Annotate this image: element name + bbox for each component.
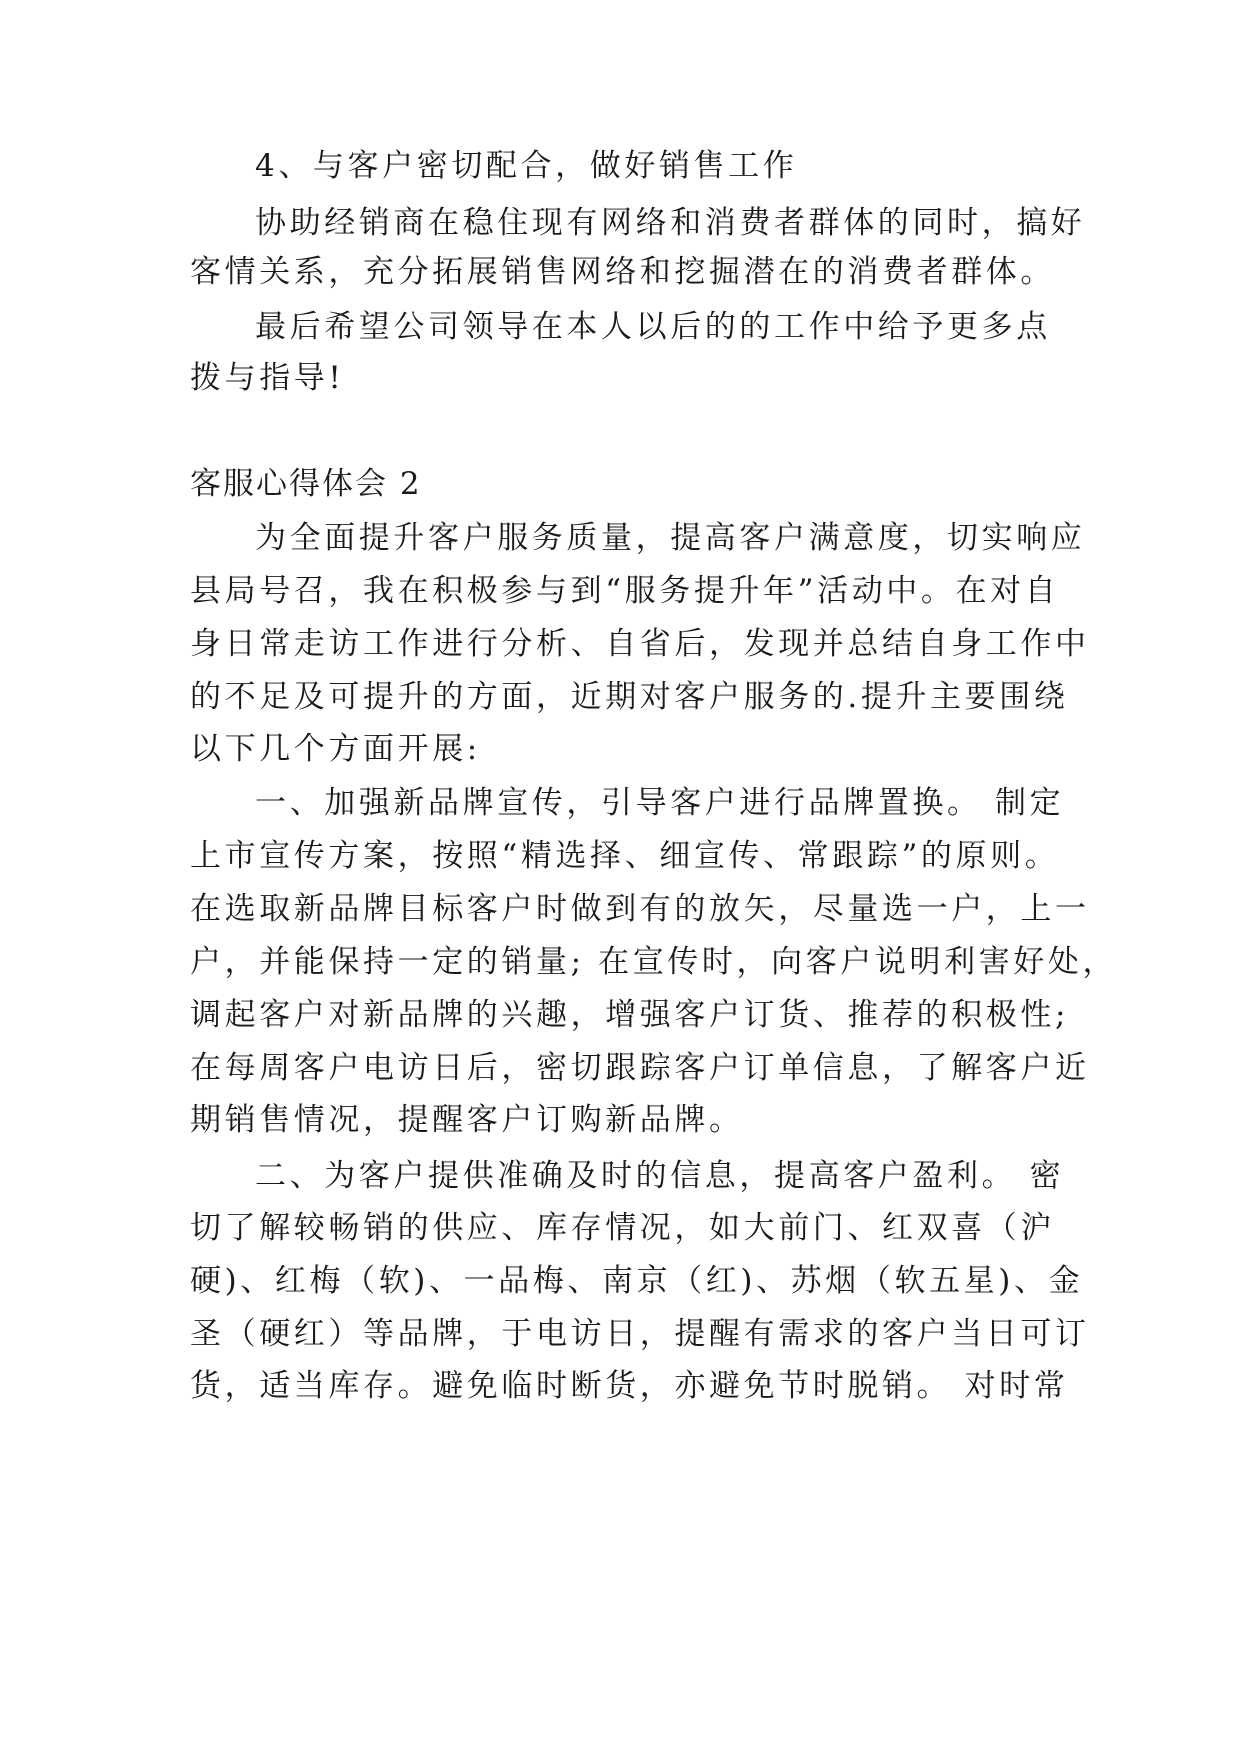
intro-line: 身日常走访工作进行分析、自省后，发现并总结自身工作中 bbox=[190, 626, 1090, 662]
point-1-line: 上市宣传方案，按照“精选择、细宣传、常跟踪”的原则。 bbox=[190, 838, 1060, 874]
point-2-line: 圣（硬红）等品牌，于电访日，提醒有需求的客户当日可订 bbox=[190, 1316, 1090, 1352]
point-1-line: 调起客户对新品牌的兴趣，增强客户订货、推荐的积极性; bbox=[190, 997, 1070, 1033]
point-1-line: 在每周客户电访日后，密切跟踪客户订单信息，了解客户近 bbox=[190, 1050, 1090, 1086]
paragraph-line: 协助经销商在稳住现有网络和消费者群体的同时，搞好 bbox=[255, 205, 1086, 241]
intro-line: 的不足及可提升的方面，近期对客户服务的.提升主要围绕 bbox=[190, 679, 1069, 715]
point-1-line: 一、加强新品牌宣传，引导客户进行品牌置换。 制定 bbox=[255, 785, 1065, 821]
intro-line: 县局号召，我在积极参与到“服务提升年”活动中。在对自 bbox=[190, 573, 1060, 609]
closing-line: 最后希望公司领导在本人以后的的工作中给予更多点 bbox=[255, 309, 1051, 345]
point-1-line: 在选取新品牌目标客户时做到有的放矢，尽量选一户，上一 bbox=[190, 891, 1090, 927]
point-2-line: 货，适当库存。避免临时断货，亦避免节时脱销。 对时常 bbox=[190, 1368, 1069, 1404]
section-title: 客服心得体会 2 bbox=[190, 466, 422, 502]
point-2-line: 二、为客户提供准确及时的信息，提高客户盈利。 密 bbox=[255, 1158, 1065, 1194]
point-2-line: 硬)、红梅（软)、一品梅、南京（红)、苏烟（软五星)、金 bbox=[190, 1263, 1084, 1299]
intro-line: 以下几个方面开展: bbox=[190, 731, 481, 767]
point-2-line: 切了解较畅销的供应、库存情况，如大前门、红双喜（沪 bbox=[190, 1210, 1055, 1246]
paragraph-line: 客情关系，充分拓展销售网络和挖掘潜在的消费者群体。 bbox=[190, 254, 1055, 290]
item-4-heading: 4、与客户密切配合，做好销售工作 bbox=[255, 148, 798, 184]
intro-line: 为全面提升客户服务质量，提高客户满意度，切实响应 bbox=[255, 520, 1086, 556]
point-1-line: 期销售情况，提醒客户订购新品牌。 bbox=[190, 1102, 744, 1138]
point-1-line: 户，并能保持一定的销量; 在宣传时，向客户说明利害好处， bbox=[190, 944, 1118, 980]
closing-line: 拨与指导! bbox=[190, 360, 345, 396]
